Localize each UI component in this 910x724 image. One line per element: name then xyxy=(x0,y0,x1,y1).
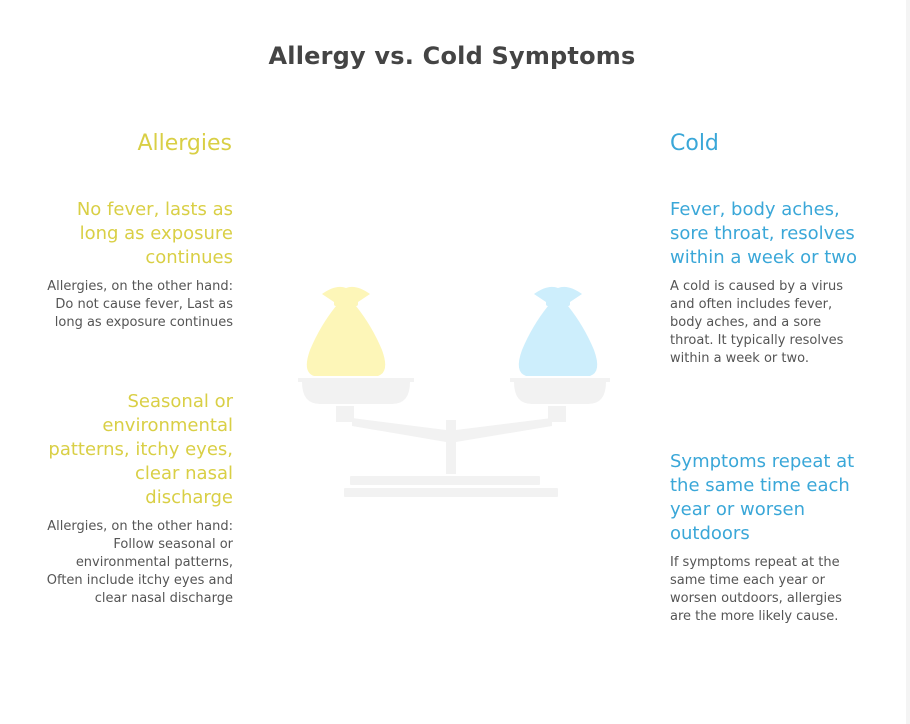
scale-beam-right xyxy=(456,418,552,442)
right-pan-support xyxy=(548,406,566,422)
allergies-item-text: Allergies, on the other hand: Follow seasonal or environmental patterns, Often include itchy eyes and clear nasal discharge xyxy=(46,519,233,606)
allergies-item-seasonal xyxy=(43,390,233,608)
allergies-heading: Allergies xyxy=(137,131,232,156)
scale-beam-left xyxy=(352,418,446,442)
cold-item-title: Symptoms repeat at the same time each year or worsen outdoors xyxy=(670,451,855,544)
allergy-bag-icon xyxy=(307,287,385,376)
cold-item-text: A cold is caused by a virus and often includes fever, body aches, and a sore throat. It typically resolves within a week or two. xyxy=(670,279,844,366)
allergies-item-fever xyxy=(43,198,233,332)
right-pan xyxy=(514,382,606,404)
page-edge-strip xyxy=(906,0,910,724)
scale-post xyxy=(446,420,456,474)
left-pan-rim xyxy=(298,378,414,382)
left-pan xyxy=(302,382,410,404)
allergies-item-text: Allergies, on the other hand: Do not cause fever, Last as long as exposure continues xyxy=(47,279,233,330)
page-title: Allergy vs. Cold Symptoms xyxy=(268,42,636,70)
cold-item-fever xyxy=(670,198,860,368)
right-pan-rim xyxy=(510,378,610,382)
cold-item-title: Fever, body aches, sore throat, resolves within a week or two xyxy=(670,199,858,268)
scale-base-upper xyxy=(350,476,540,485)
cold-item-repeat xyxy=(670,450,860,626)
scale-base xyxy=(344,488,558,497)
cold-heading: Cold xyxy=(670,131,719,156)
balance-scale-icon xyxy=(296,282,610,500)
allergies-item-title: No fever, lasts as long as exposure continues xyxy=(76,199,233,268)
left-pan-support xyxy=(336,406,354,422)
cold-bag-icon xyxy=(519,287,597,376)
cold-item-text: If symptoms repeat at the same time each year or worsen outdoors, allergies are the more likely cause. xyxy=(670,555,842,624)
allergies-item-title: Seasonal or environmental patterns, itchy eyes, clear nasal discharge xyxy=(48,391,233,508)
